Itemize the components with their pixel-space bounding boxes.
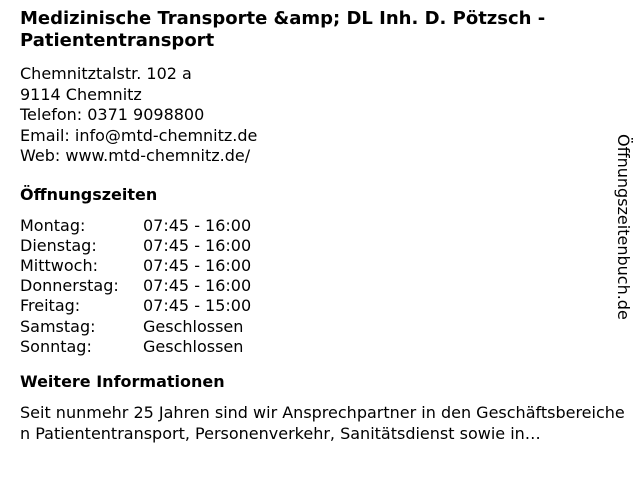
- day-hours: Geschlossen: [143, 336, 244, 356]
- day-label: Freitag:: [20, 296, 81, 316]
- further-info-text: Seit nunmehr 25 Jahren sind wir Ansprechpartner in den Geschäftsbereichen Patiententransport, Personenverkehr, Sanitätsdienst sowie in…: [20, 402, 625, 443]
- day-hours: 07:45 - 16:00: [143, 215, 252, 235]
- day-label: Mittwoch:: [20, 255, 98, 275]
- hours-row-thursday: [20, 276, 632, 296]
- business-name: Medizinische Transporte &amp; DL Inh. D. Pötzsch - Patiententransport: [20, 8, 546, 51]
- website-address: Web: www.mtd-chemnitz.de/: [20, 146, 251, 165]
- day-hours: Geschlossen: [143, 316, 244, 336]
- opening-hours-heading: Öffnungszeiten: [20, 184, 158, 204]
- city-address: 9114 Chemnitz: [20, 84, 142, 104]
- phone-number: Telefon: 0371 9098800: [20, 105, 205, 124]
- contact-block: [20, 64, 632, 167]
- day-label: Samstag:: [20, 316, 96, 336]
- hours-row-wednesday: [20, 256, 632, 276]
- day-hours: 07:45 - 16:00: [143, 235, 252, 255]
- email-address: Email: info@mtd-chemnitz.de: [20, 125, 258, 145]
- day-label: Montag:: [20, 215, 86, 235]
- day-hours: 07:45 - 16:00: [143, 255, 252, 275]
- day-hours: 07:45 - 16:00: [143, 276, 252, 296]
- business-card: [20, 8, 632, 444]
- hours-row-sunday: [20, 337, 632, 357]
- day-label: Sonntag:: [20, 336, 92, 356]
- street-address: Chemnitztalstr. 102 a: [20, 64, 192, 83]
- opening-hours-table: [20, 216, 632, 357]
- day-label: Donnerstag:: [20, 276, 119, 296]
- day-label: Dienstag:: [20, 235, 97, 255]
- hours-row-friday: [20, 296, 632, 316]
- further-info-heading: Weitere Informationen: [20, 371, 225, 391]
- hours-row-monday: [20, 216, 632, 236]
- hours-row-tuesday: [20, 236, 632, 256]
- day-hours: 07:45 - 15:00: [143, 296, 252, 316]
- brand-watermark: Öffnungszeitenbuch.de: [614, 134, 633, 320]
- hours-row-saturday: [20, 317, 632, 337]
